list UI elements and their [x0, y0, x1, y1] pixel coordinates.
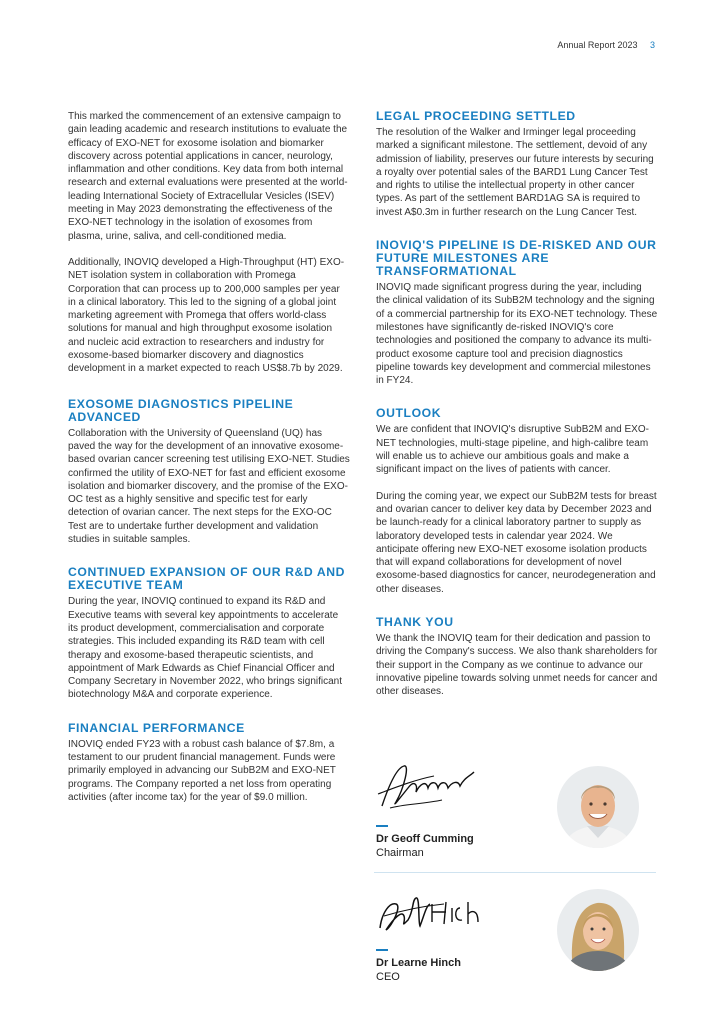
signatory-name: Dr Learne Hinch: [376, 957, 461, 969]
intro-section: [68, 110, 350, 376]
section-exosome-diagnostics: [68, 398, 350, 547]
section-heading: EXOSOME DIAGNOSTICS PIPELINE ADVANCED: [68, 396, 294, 424]
section-heading: INOVIQ'S PIPELINE IS DE-RISKED AND OUR FUTURE MILESTONES ARE TRANSFORMATIONAL: [376, 238, 657, 279]
section-heading: THANK YOU: [376, 615, 454, 630]
section-body: We are confident that INOVIQ's disruptive SubB2M and EXO-NET technologies, multi-stage pipeline, and high-calibre team will enable us to achieve our ambitious goals and make a significant impact on the lives of patients with cancer.: [376, 424, 649, 476]
page-number: 3: [649, 40, 655, 50]
section-heading: OUTLOOK: [376, 406, 442, 421]
signatory-divider: [374, 872, 656, 873]
section-body: INOVIQ made significant progress during the year, including the clinical validation of its SubB2M technology and the signing of a commercial partnership for its EXO-NET technology. These milestones have significantly de-risked INOVIQ's core technologies and positioned the company to advance its multi-product exosome capture tool and precision diagnostics pipeline towards key development and commercial milestones in FY24.: [376, 282, 658, 387]
accent-dash: [376, 949, 388, 951]
chairman-signature: [374, 758, 484, 814]
section-body: Collaboration with the University of Queensland (UQ) has paved the way for the development of an innovative exosome-based ovarian cancer screening test utilising EXO-NET. Studies confirmed the utility of EXO-NET for fast and efficient exosome isolation and biomarker discovery, and the promise of the EXO-OC test as a highly sensitive and specific test for early detection of ovarian cancer. The next steps for the EXO-OC Test are to undertake further development and validation studies in suitable samples.: [68, 427, 350, 546]
section-body: INOVIQ ended FY23 with a robust cash balance of $7.8m, a testament to our prudent financial management. Funds were primarily employed in advancing our SubB2M and EXO-NET programs. The Company reported a net loss from operating activities (after income tax) for the year of $9.0 million.: [68, 738, 336, 803]
section-body: During the year, INOVIQ continued to expand its R&D and Executive teams with several key appointments to accelerate its product development, commercialisation and corporate strategies. This included expanding its R&D team with cell therapy and exosome-based therapeutic scientists, and appointment of Mark Edwards as Chief Financial Officer and Company Secretary in November 2022, who brings significant biotechnology M&A and corporate experience.: [68, 596, 343, 701]
report-title: Annual Report 2023: [557, 40, 638, 50]
left-column: [68, 110, 350, 824]
signatory-title: Chairman: [376, 847, 424, 859]
signatory-name: Dr Geoff Cumming: [376, 833, 474, 845]
intro-paragraph: Additionally, INOVIQ developed a High-Throughput (HT) EXO-NET isolation system in collaboration with Promega Corporation that can process up to 200,000 samples per year in a clinical laboratory. This led to the signing of a global joint marketing agreement with Promega that offers world-class solutions for manual and high throughput exosome isolation and nucleic acid extraction to researchers and industry for exosome-based biomarker discovery and diagnostics development in a market expected to reach US$8.7b by 2029.: [68, 256, 345, 375]
signatory-title: CEO: [376, 971, 400, 983]
accent-dash: [376, 825, 388, 827]
ceo-portrait: [557, 889, 639, 971]
right-column: [376, 110, 658, 719]
section-heading: CONTINUED EXPANSION OF OUR R&D AND EXECUTIVE TEAM: [68, 565, 346, 593]
section-legal: [376, 110, 658, 219]
chairman-portrait: [557, 766, 639, 848]
section-heading: LEGAL PROCEEDING SETTLED: [376, 109, 576, 123]
section-pipeline: [376, 239, 658, 387]
ceo-signature: [374, 882, 484, 938]
section-body: The resolution of the Walker and Irminger legal proceeding marked a significant milestone. The settlement, devoid of any admission of liability, preserves our future interests by securing a royalty over potential sales of the BARD1 Lung Cancer Test and rights to utilise the intellectual property in other cancer types. As part of the settlement BARD1AG SA is required to invest A$0.3m in further research on the Lung Cancer Test.: [376, 127, 654, 218]
section-body: We thank the INOVIQ team for their dedication and passion to driving the Company's success. We also thank shareholders for their support in the Company as we continue to advance our innovative pipeline towards solving unmet needs for cancer and other diseases.: [376, 633, 658, 698]
section-outlook: [376, 407, 658, 596]
section-team-expansion: [68, 566, 350, 701]
intro-paragraph: This marked the commencement of an extensive campaign to gain leading academic and research institutions to evaluate the efficacy of EXO-NET for exosome isolation and biomarker discovery across potential applications in cancer, neurology, inflammation and other conditions. Key data from both internal research and external evaluations were presented at the world-leading International Society of Extracellular Vesicles (ISEV) meeting in May 2023 demonstrating the effectiveness of the EXO-NET technology in the isolation of exosomes from plasma, urine, saliva, and cell-conditioned media.: [68, 111, 348, 242]
page-header: [557, 40, 655, 50]
section-heading: FINANCIAL PERFORMANCE: [68, 720, 245, 735]
section-financial: [68, 722, 350, 804]
section-body: During the coming year, we expect our SubB2M tests for breast and ovarian cancer to deliver key data by December 2023 and be launch-ready for a clinical laboratory partner to supply as laboratory developed tests in calendar year 2024. We anticipate offering new EXO-NET exosome isolation products that will expand collaborations for development of novel exosome-based diagnostics for cancer, neurodegeneration and other diseases.: [376, 490, 657, 595]
section-thank-you: [376, 616, 658, 698]
